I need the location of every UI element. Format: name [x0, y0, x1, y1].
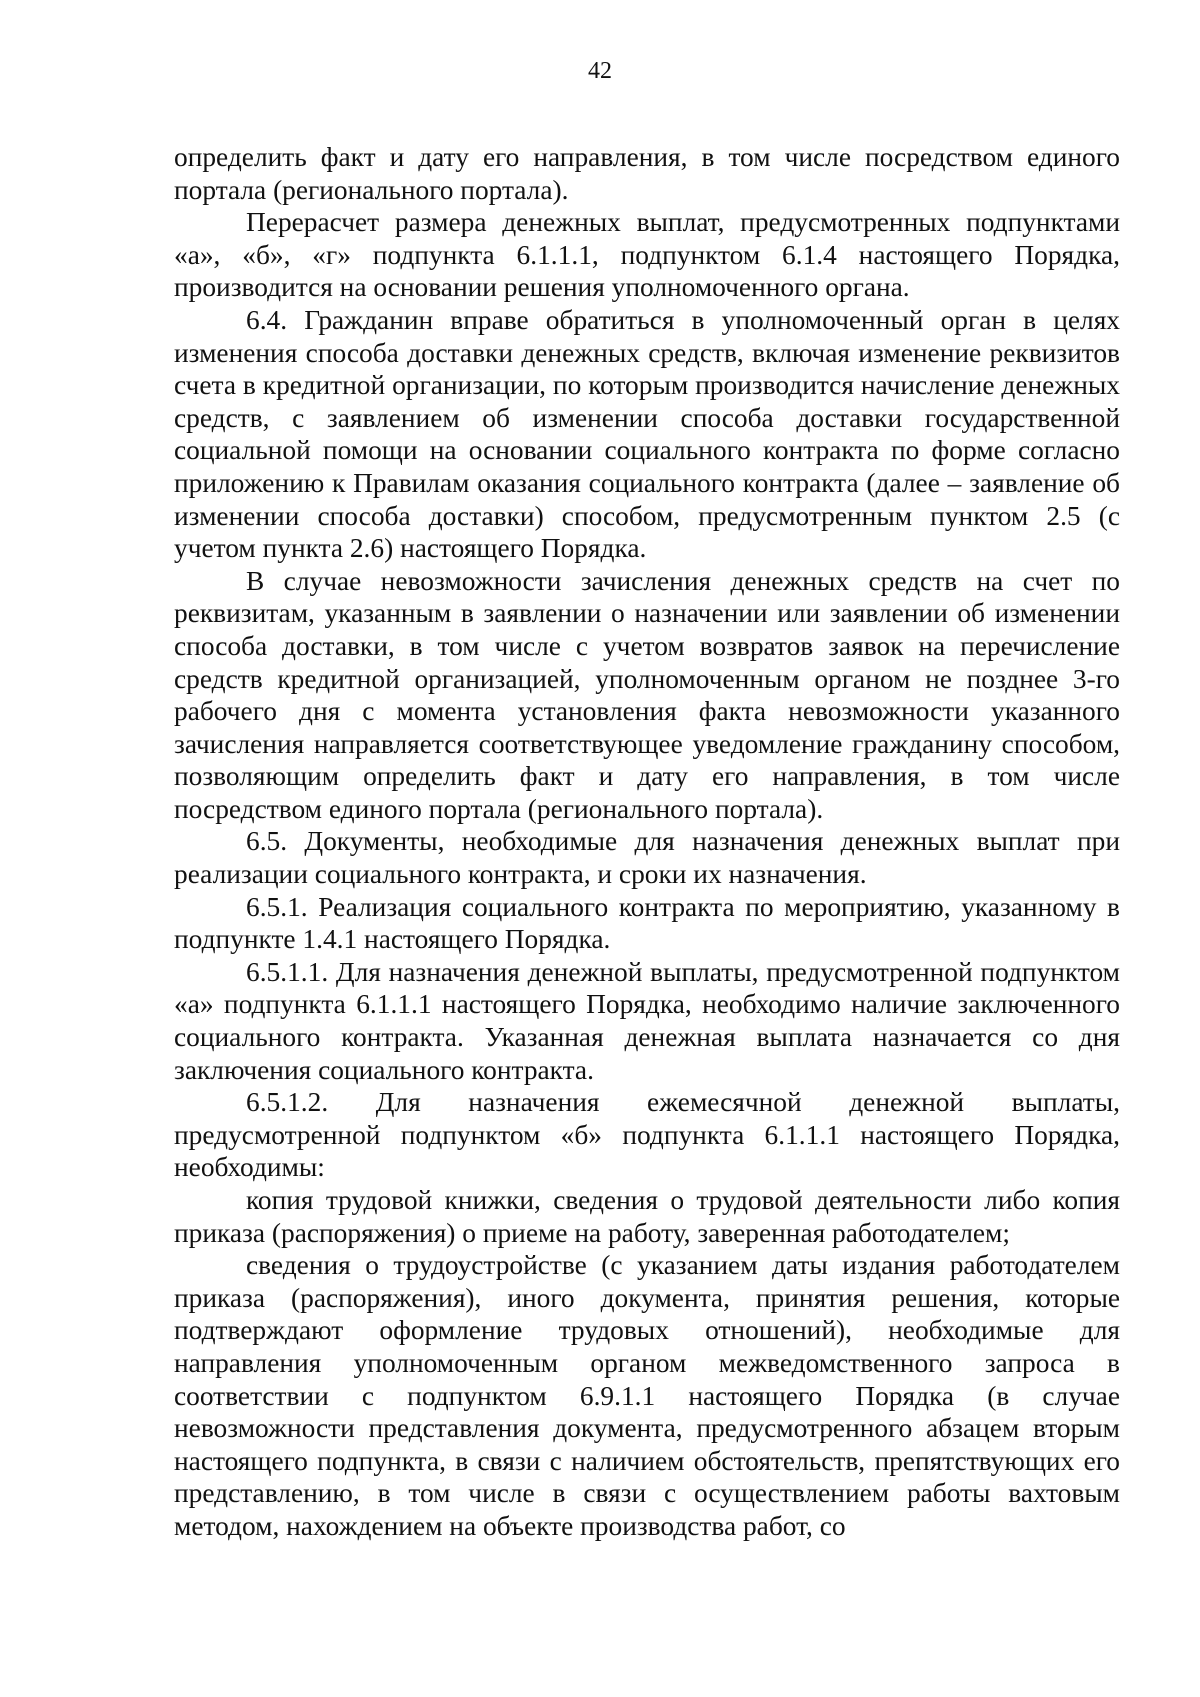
- paragraph-continuation: определить факт и дату его направления, в том числе посредством единого портала (регионального портала).: [174, 142, 1120, 205]
- paragraph-6-4: 6.4. Гражданин вправе обратиться в уполномоченный орган в целях изменения способа доставки денежных средств, включая изменение реквизитов счета в кредитной организации, по которым производится начисление денежных средств, с заявлением об изменении способа доставки государственной социальной помощи на основании социального контракта по форме согласно приложению к Правилам оказания социального контракта (далее – заявление об изменении способа доставки) способом, предусмотренным пунктом 2.5 (с учетом пункта 2.6) настоящего Порядка.: [174, 304, 1120, 564]
- paragraph-6-5-1-1: 6.5.1.1. Для назначения денежной выплаты, предусмотренной подпунктом «а» подпункта 6.1.1.1 настоящего Порядка, необходимо наличие заключенного социального контракта. Указанная денежная выплата назначается со дня заключения социального контракта.: [174, 956, 1120, 1085]
- paragraph-recalculation: Перерасчет размера денежных выплат, предусмотренных подпунктами «а», «б», «г» подпункта 6.1.1.1, подпунктом 6.1.4 настоящего Порядка, производится на основании решения уполномоченного органа.: [174, 207, 1120, 303]
- page-number: 42: [588, 58, 612, 84]
- paragraph-6-5-1-2: 6.5.1.2. Для назначения ежемесячной денежной выплаты, предусмотренной подпунктом «б» подпункта 6.1.1.1 настоящего Порядка, необходимы:: [174, 1087, 1120, 1183]
- paragraph-employment-info: сведения о трудоустройстве (с указанием даты издания работодателем приказа (распоряжения), иного документа, принятия решения, которые подтверждают оформление трудовых отношений), необходимые для направления уполномоченным органом межведомственного запроса в соответствии с подпунктом 6.9.1.1 настоящего Порядка (в случае невозможности представления документа, предусмотренного абзацем вторым настоящего подпункта, в связи с наличием обстоятельств, препятствующих его представлению, в том числе в связи с осуществлением работы вахтовым методом, нахождением на объекте производства работ, со: [174, 1250, 1120, 1541]
- paragraph-6-5: 6.5. Документы, необходимые для назначения денежных выплат при реализации социального контракта, и сроки их назначения.: [174, 826, 1120, 890]
- paragraph-impossible-transfer: В случае невозможности зачисления денежных средств на счет по реквизитам, указанным в заявлении о назначении или заявлении об изменении способа доставки, в том числе с учетом возвратов заявок на перечисление средств кредитной организацией, уполномоченным органом не позднее 3-го рабочего дня с момента установления факта невозможности указанного зачисления направляется соответствующее уведомление гражданину способом, позволяющим определить факт и дату его направления, в том числе посредством единого портала (регионального портала).: [174, 565, 1120, 824]
- paragraph-6-5-1: 6.5.1. Реализация социального контракта по мероприятию, указанному в подпункте 1.4.1 настоящего Порядка.: [174, 891, 1120, 955]
- paragraph-employment-record: копия трудовой книжки, сведения о трудовой деятельности либо копия приказа (распоряжения) о приеме на работу, заверенная работодателем;: [174, 1185, 1120, 1248]
- document-body: [174, 141, 1120, 1543]
